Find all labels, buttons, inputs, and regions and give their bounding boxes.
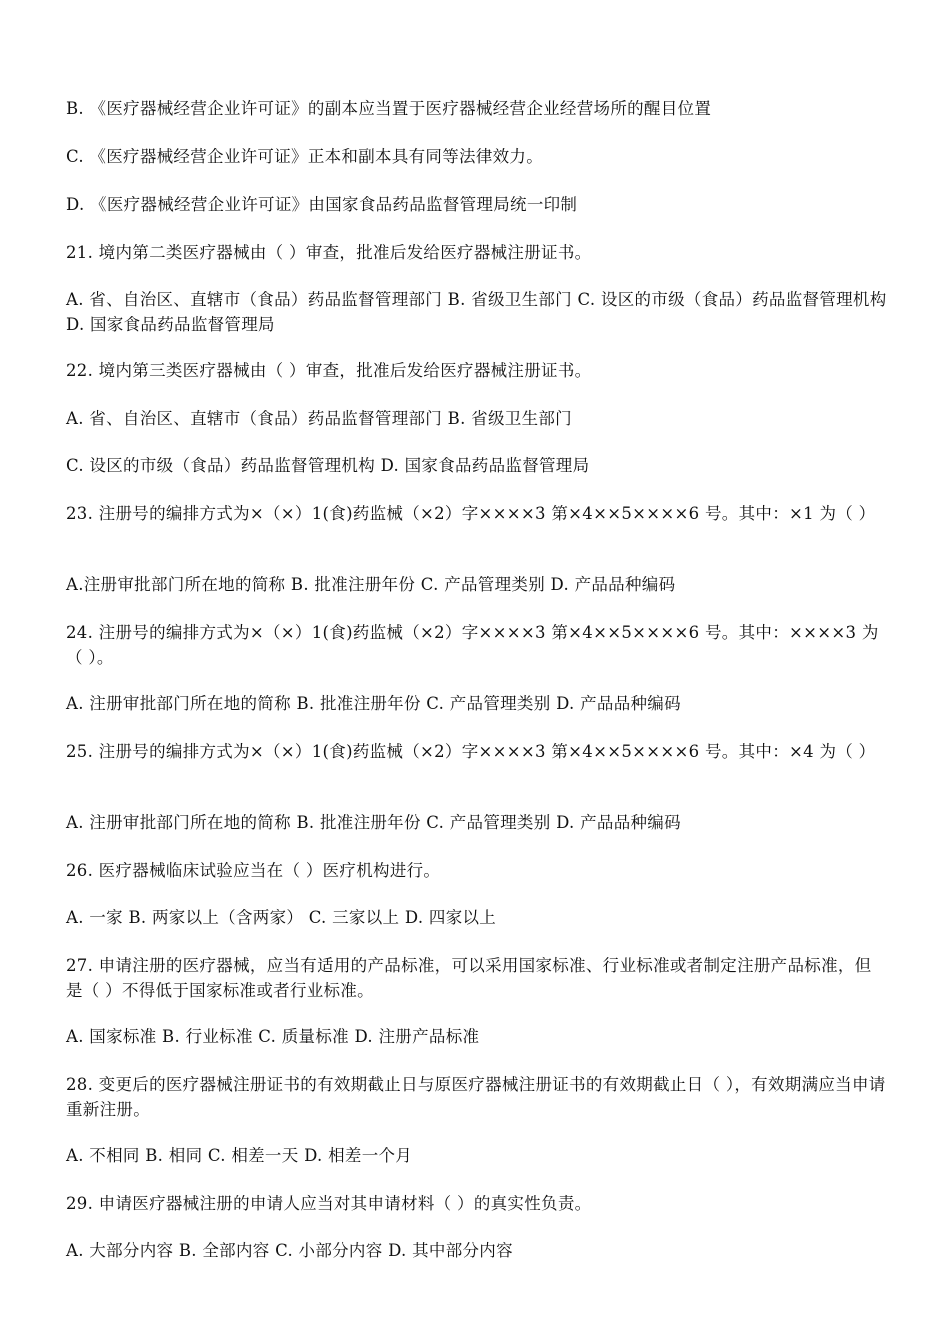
options-24: A. 注册审批部门所在地的简称 B. 批准注册年份 C. 产品管理类别 D. 产品品种编码 xyxy=(66,694,681,713)
question-26: 26. 医疗器械临床试验应当在（ ）医疗机构进行。 xyxy=(66,861,441,880)
option-line-b: B. 《医疗器械经营企业许可证》的副本应当置于医疗器械经营企业经营场所的醒目位置 xyxy=(66,99,712,118)
options-22-c-d: C. 设区的市级（食品）药品监督管理机构 D. 国家食品药品监督管理局 xyxy=(66,456,590,475)
question-25: 25. 注册号的编排方式为×（×）1(食)药监械（×2）字××××3 第×4××5××××6 号。其中：×4 为（ ） xyxy=(66,742,876,761)
question-24: 24. 注册号的编排方式为×（×）1(食)药监械（×2）字××××3 第×4××5××××6 号。其中：××××3 为（ ）。 xyxy=(66,623,879,667)
options-26: A. 一家 B. 两家以上（含两家） C. 三家以上 D. 四家以上 xyxy=(66,908,497,927)
option-line-c: C. 《医疗器械经营企业许可证》正本和副本具有同等法律效力。 xyxy=(66,147,544,166)
question-29: 29. 申请医疗器械注册的申请人应当对其申请材料（ ）的真实性负责。 xyxy=(66,1194,592,1213)
question-28: 28. 变更后的医疗器械注册证书的有效期截止日与原医疗器械注册证书的有效期截止日（ ），有效期满应当申请重新注册。 xyxy=(66,1075,886,1119)
question-23: 23. 注册号的编排方式为×（×）1(食)药监械（×2）字××××3 第×4××5××××6 号。其中：×1 为（ ） xyxy=(66,504,876,523)
question-21: 21. 境内第二类医疗器械由（ ）审查，批准后发给医疗器械注册证书。 xyxy=(66,243,592,262)
question-22: 22. 境内第三类医疗器械由（ ）审查，批准后发给医疗器械注册证书。 xyxy=(66,361,592,380)
options-27: A. 国家标准 B. 行业标准 C. 质量标准 D. 注册产品标准 xyxy=(66,1027,480,1046)
options-29: A. 大部分内容 B. 全部内容 C. 小部分内容 D. 其中部分内容 xyxy=(66,1241,513,1260)
options-28: A. 不相同 B. 相同 C. 相差一天 D. 相差一个月 xyxy=(66,1146,413,1165)
options-22-a-b: A. 省、自治区、直辖市（食品）药品监督管理部门 B. 省级卫生部门 xyxy=(66,409,572,428)
option-line-d: D. 《医疗器械经营企业许可证》由国家食品药品监督管理局统一印制 xyxy=(66,195,578,214)
options-23: A.注册审批部门所在地的简称 B. 批准注册年份 C. 产品管理类别 D. 产品品种编码 xyxy=(66,575,676,594)
question-27: 27. 申请注册的医疗器械，应当有适用的产品标准，可以采用国家标准、行业标准或者制定注册产品标准，但是（ ）不得低于国家标准或者行业标准。 xyxy=(66,956,872,1000)
options-21: A. 省、自治区、直辖市（食品）药品监督管理部门 B. 省级卫生部门 C. 设区的市级（食品）药品监督管理机构 D. 国家食品药品监督管理局 xyxy=(66,290,887,334)
options-25: A. 注册审批部门所在地的简称 B. 批准注册年份 C. 产品管理类别 D. 产品品种编码 xyxy=(66,813,681,832)
